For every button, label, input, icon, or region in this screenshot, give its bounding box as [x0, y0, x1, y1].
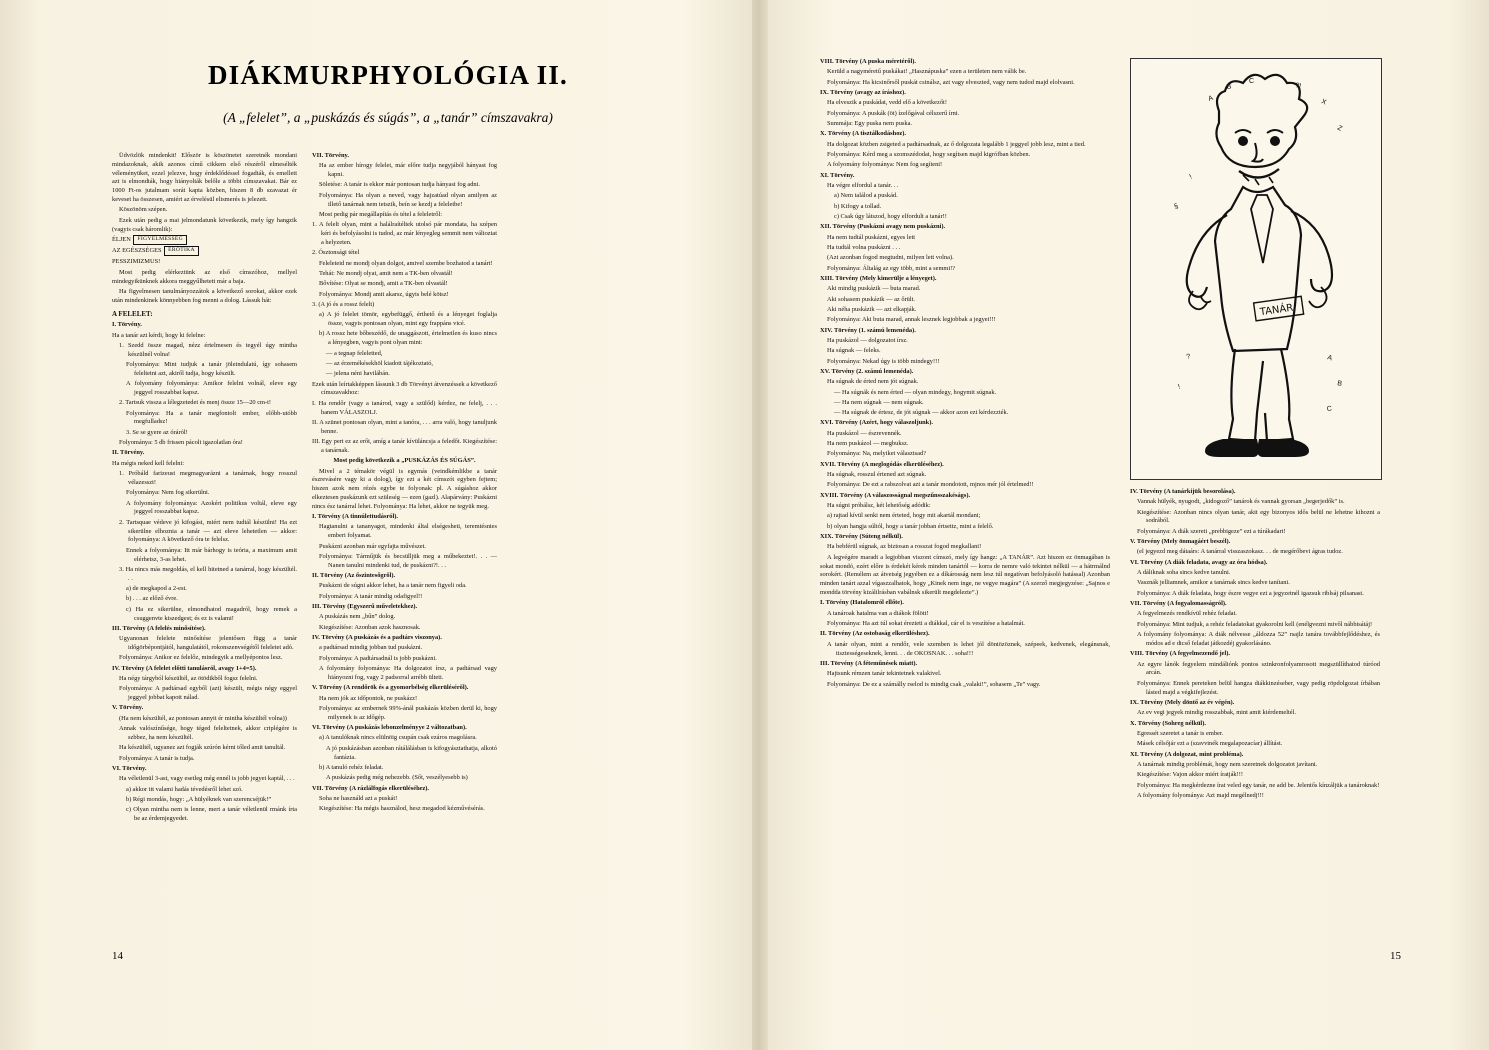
law-heading: VII. Törvény.	[312, 152, 349, 159]
law-line: Kiegészítése: Azonban nincs olyan tanár, akit egy bizonyos idős belül ne lehetne kihozni a sodrából.	[1137, 508, 1380, 525]
law-line: Folyománya: Ennek pereteken belül hangza diákkinzéseber, vagy pedig röpdolgozat írbában lásted majd a végkifejlezést.	[1137, 679, 1380, 696]
slogan-line-3: PESSZIMIZMUS!	[112, 258, 161, 266]
svg-text:A: A	[1207, 94, 1215, 103]
law-heading: VI. Törvény.	[112, 764, 147, 772]
law-heading: V. Törvény (Mely önmagáért beszél).	[1130, 538, 1231, 546]
law-line: Folyománya: Na, melyiket választsad?	[827, 450, 927, 458]
law-line: Folyománya: Ha kicsinőrsől puskát csinálsz, azt vagy elveszted, vagy nem tudod majd elolvasni.	[827, 78, 1075, 86]
section-heading-felelet: A FELELET:	[112, 309, 153, 318]
page-title: DIÁKMURPHYOLÓGIA II.	[207, 60, 569, 90]
law-heading: XV. Törvény (2. számú lemenéda).	[820, 367, 914, 375]
law-line: 3. Ha nincs más megoldás, el kell hitetned a tanárral, hogy készültél. . .	[119, 565, 297, 582]
svg-text:?: ?	[1185, 353, 1192, 361]
law-line: Folyománya: Tárműjük és becsülljük meg a műbekeztet!. . . — Nanen tanulni mindenki tud, de puskázni?!. . .	[319, 552, 497, 569]
list-item: 3. (A jó és a rossz felelt)	[312, 300, 375, 308]
page-number-left: 14	[112, 950, 123, 962]
law-line: Kerüld a nagyméretű puskákat! „Hasznápuska” ezen a területen nem válik be.	[827, 68, 1027, 76]
law-line: Folyománya: Nem fog sikerülni.	[126, 489, 210, 497]
law-line: Summája: Egy puska nem puska.	[827, 119, 913, 127]
law-heading: VII. Törvény (A rázlálfogás elkerüléséhez).	[312, 784, 430, 792]
law-line: A fegyelmezés rendkívül rehéz feladat.	[1137, 610, 1237, 618]
law-line: Ha puskázol — dolgozatot írsz.	[827, 336, 908, 344]
law-line: Ha mégis neked kell felelni:	[112, 459, 185, 467]
list-item: — az érzemékésekhöl kiadott tájékoztató,	[326, 359, 433, 367]
law-line: c) Ha ez sikerülne, elmondhatod magadról, hogy remek a csuggenvte kiszedgest; és ez is valami!	[126, 605, 297, 622]
law-line: b) Kifogy a tollad.	[834, 202, 882, 210]
slogan-box-2: EROTIKA	[164, 246, 199, 256]
law-line: Kiegészítése: Vajon akkor miért íratják!!!	[1137, 771, 1243, 779]
law-line: a) A tanulóknak nincs elülnöig csupán csak ezáros magolásra.	[319, 734, 477, 742]
list-item: 1. A felelt olyan, mint a halálraítéltek utolsó pár mondata, ha szépen kéri és befolyásolni is tudod, az már lényegleg semmit nem változtat a helyzeten.	[312, 221, 497, 246]
law-line: A puskázás pedig még nehezebb. (Sőt, veszélyesebb is)	[326, 774, 468, 782]
law-line: Vannak hülyék, nyugodt, „kidogoző” tanárok és vannak gyorsan „begerjedők” is.	[1137, 498, 1345, 506]
law-line: c) Olyan mintha nem is lenne, mert a tanár véletlenül rmánk írta be az érdemjegyedet.	[126, 806, 297, 823]
law-heading: VI. Törvény (A diák feladata, avagy az óra hódsa).	[1130, 558, 1268, 566]
law-line: Ha nem puskázol — megbuksz.	[827, 440, 909, 448]
law-line: Folyománya: Ha megkérdezne írat veled egy tanár, ne add be. Jelentős kínzáljük a tanároknak!	[1137, 781, 1380, 789]
law-line: a) Nem találod a puskád.	[834, 192, 898, 200]
law-line: Ha tudtál volna puskázni . . .	[827, 243, 901, 251]
list-item: Tehát: Ne mondj olyat, amit nem a TK-ben olvastál!	[319, 269, 453, 277]
law-line: Puskázni azonban már egyfajta művészet.	[319, 542, 427, 550]
law-heading: II. Törvény (Az őszintesőgről).	[312, 572, 396, 580]
law-line: Folyománya: A padtársadnál is jobb puskázni.	[319, 654, 437, 662]
column-two	[312, 152, 497, 815]
law-line: Ha súgnak de érted nem jót súgnak.	[827, 378, 919, 386]
law-line: a) akkor itt valami hadás tévedésről lehet szó.	[126, 785, 243, 793]
law-line: A folyomány folyománya: Ha dolgozatot írsz, a padtársad vagy hiányozni fog, vagy 2 padsorral arrébb ülteti.	[319, 665, 497, 681]
column-one	[112, 152, 297, 825]
svg-text:?!: ?!	[1294, 82, 1302, 91]
law-heading: VI. Törvény (A puskázás lebonzelményye 2 változatban).	[312, 724, 467, 732]
law-line: Ha puskázol — észrevennék.	[827, 429, 902, 437]
law-line: Folyománya: A puskák (öt) ízelőgával célszerű írni.	[827, 109, 960, 117]
law-line: Folyománya: Ha olyan a neved, vagy hajzatúad olyan amilyen az illető tanárnak nem tetszik, beín se kezdj a feleletbe!	[319, 191, 497, 208]
list-item: 2. Ósztonsági tétel	[312, 249, 360, 257]
law-line: II. A szünet pontosan olyan, mint a tanóra, . . . arra való, hogy tanuljunk benne.	[312, 418, 497, 435]
law-line: Aki mindig puskázik — buta marad.	[827, 285, 921, 293]
slogan-line-2	[112, 247, 297, 257]
law-line: b) Régi mondás, hogy: „A hülyéknek van szerencséjük!”	[126, 795, 272, 803]
law-line: Ugyanonan felelete minősítése jelentősen függ a tanár időgörbépontjától, hangulatától, rokonszenvségétől feleletet adó.	[119, 635, 297, 652]
law-line: Folyománya: Mint tudjuk, a rehéz feladatokat gyakorolni kell (enélgvezni mivől nábbisátáj!	[1137, 620, 1373, 628]
law-heading: I. Törvény.	[112, 321, 142, 329]
subsection-heading: Most pedig következik a „PUSKÁZÁS ÉS SÚGÁS”.	[333, 457, 476, 465]
slogan-box-1: FIGYELMESSÉG	[133, 235, 187, 245]
law-line: Ha a tanár azt kérdi, hogy ki felelne:	[112, 331, 206, 339]
law-line: a) de megkapod a 2-est.	[126, 585, 187, 593]
law-heading: IV. Törvény (A puskázás és a padtárs viszonya).	[312, 634, 442, 642]
slogan-text-1: ÉLJEN	[112, 235, 131, 243]
list-item: b) A rossz hete bőbeszédő, de unaggászott, értelmetlen és kuso nincs a lényegben, vagyis pont olyan mint:	[319, 330, 497, 347]
law-line: A jó puskázásban azonban rátálálásban is kifogyásztathatja, alkotó fantázia.	[326, 744, 497, 761]
law-line: Kiegészítése: Ha mégis használod, hesz megadod kézművésérás.	[319, 805, 485, 813]
law-heading: II. Törvény (Az ostobaság elkerüléshez).	[820, 630, 930, 638]
list-item: a) A jó felelet tömör, egybefüggő, érthető és a lényeget foglalja össze, vagyis pontosan olyan, mint egy frappáns vicé.	[319, 311, 497, 328]
law-line: A folyomány folyománya: Azokért politikus voltál, eleve egy jeggyel rosszabbat kapsz.	[126, 499, 297, 516]
law-line: b) A tanuló rehéz feladat.	[319, 763, 384, 771]
law-line: Folyománya: A diák feladata, hogy észre vegye ezt a jegyzetnél igazsuk riblsáj pilsanast.	[1137, 589, 1364, 597]
law-line: Ha súgni próbálsz, két lehetőség adódik:	[827, 502, 931, 510]
column-four	[820, 58, 1110, 691]
law-line: Folyománya: A diák szereti „prebbigeze” ezt a túrákadart!	[1137, 527, 1286, 535]
law-line: Ha súgnak, rosszul értened azt súgnak.	[827, 471, 927, 479]
law-line: Folyománya: A tanár is tudja.	[119, 754, 195, 762]
law-line: 2. Tartsuk vissza a lélegzetedet és menj össze 15—20 cm-t!	[119, 399, 272, 407]
law-heading: XIV. Törvény (1. számú lemenéda).	[820, 326, 916, 334]
svg-text:!: !	[1177, 383, 1182, 391]
law-line: Folyománya: az embernek 99%-ánál puskázás közben derül ki, hogy milyenek is az időgép.	[319, 704, 497, 721]
list-item: Feleleteid ne mondj olyan dolgot, amivel szembe bozhatod a tanárt!	[319, 259, 493, 267]
law-heading: X. Törvény (A tisztálkodáshoz).	[820, 130, 906, 138]
law-line: Kiegészítése: Azonban azok hasznosak.	[319, 623, 421, 631]
law-heading: I. Törvény (Hatalomról ellőte).	[820, 599, 904, 607]
law-heading: III. Törvény (A féteműnések miatt).	[820, 659, 918, 667]
svg-text:X: X	[1320, 98, 1328, 107]
law-line: Ha négy tárgyból készültél, az ötödikből fogsz felelni.	[119, 675, 258, 682]
law-line: A folyomány folyománya: Nem fog segíteni!	[827, 161, 943, 169]
intro-paragraph-4: Most pedig elérkeztünk az első címszóhoz, mellyel mindegyikünknek akkora meggyűlhetett már a baja.	[112, 268, 297, 285]
svg-text:B: B	[1226, 83, 1232, 91]
law-line: A folyomány folyománya: Amikor felelni volnál, eleve egy jeggyel rosszabbat kapsz.	[126, 380, 297, 396]
law-heading: XIX. Törvény (Súteng nélkül).	[820, 533, 903, 541]
law-line: Annak valószínűsége, hogy téged feleltetnek, akkor criplégére is szbbez, ha nem készültél.	[119, 725, 297, 741]
law-line: Ha dolgozat közben zsigeted a padtársadnak, az ő dolgozata legalább 1 jeggyel jobb lesz, mint a tied.	[827, 140, 1086, 148]
svg-text:B: B	[1336, 380, 1343, 388]
caricature-svg	[1131, 59, 1381, 479]
law-line: Ha az ember hírogy felelet, már előre tudja negyjából hányast fog kapni.	[319, 162, 497, 179]
subsection-intro: Mivel a 2 témakör végül is egymás (veindkémlikbe a tanár észrevásére vagy ki a dolog), így ezt a két címszót egyben fejtem; hiszen azok nem rézés egybe te folyonak: pl. A súgáshoz akkor elkeztesen puskázunk ezt szüleség — ezen (gazl). Alapárvány: Puskázni nincs ész tanárral lehet. Folyománya: Ha lehet, akkor ne tegyük meg.	[312, 467, 497, 510]
svg-text:C: C	[1249, 78, 1255, 85]
law-line: Folyománya: Mint tudjuk a tanár jöleindulatú, így sohasem feleltetni azt, akiről tudja, hogy készült.	[126, 361, 297, 377]
law-heading: IX. Törvény (Mely döntő az év végén).	[1130, 698, 1235, 706]
law-line: c) Csak úgy látszod, hogy elfordult a tanár!!	[834, 212, 947, 220]
page-gutter	[752, 0, 768, 1050]
law-heading: III. Törvény (A felelés minősítése).	[112, 624, 206, 632]
intro-paragraph-1: Üdvözlök mindenkit! Először is köszönetet szeretnék mondani mindazoknak, akik azonos című cikkem első részéről elmesélték véleményüket, ezzel jelezve, hogy érdeklődéssel fogadták, és emellett azt is elmondták, hogy hiányolták belőle a többi címszavakat. Bár ez 1000 Ft-os jutalmam sorát kapta közben, hiszen 8 db szavazat ér keveset ha összesen, amiért az érvelésül elismerés is jelezett.	[112, 152, 297, 204]
law-line: Vasznák jelliamnek, amikor a tanárnak sincs kedve tanítani.	[1137, 579, 1290, 587]
law-heading: XI. Törvény (A dolgozat, mint probléma).	[1130, 750, 1244, 758]
law-heading: XI. Törvény.	[820, 171, 855, 179]
list-item: Folyománya: Mondj amit akarsz, úgyis belé kötsz!	[319, 290, 449, 298]
law-line: III. Egy pert ez az erőt, amíg a tanár kívüláncsja a feledőt. Kiegészítése: a tanárnak.	[312, 438, 497, 454]
law-line: 1. Próbáld farizeust megmagyarázni a tanárnak, hogy rosszul vélazesszt!	[119, 470, 297, 486]
law-line: Ha nem tudtál puskázni, egyes lett	[827, 233, 916, 241]
law-line: Folyománya: De ez a számálly rselod is mindig csak „valaki!”, sohasem „Te” vagy.	[827, 680, 1041, 688]
law-heading: I. Törvény (A tinnúlettudásról).	[312, 513, 398, 521]
law-line: Folyománya: 5 db frissen pácolt igazolatlan óra!	[119, 439, 243, 447]
law-heading: X. Törvény (Sohreg nélkül).	[1130, 719, 1206, 727]
law-heading: V. Törvény.	[112, 704, 144, 712]
svg-text:C: C	[1326, 405, 1333, 413]
list-item: Bővítése: Olyat se mondj, amit a TK-ben olvastál!	[319, 280, 448, 288]
law-line: A tanárnak mindig problémát, hogy nem szeretnek dolgozatot javítani.	[1137, 760, 1318, 768]
law-line: Az ev vegi jegyek mindig rosszabbak, mint amit kiérdemeltél.	[1137, 709, 1297, 717]
list-item: Ezek után leírtakképpen lássunk 3 db Törvényt átvenzéssek a következő címszavakhoz:	[312, 380, 497, 397]
law-line: 3. Se se gyere az óráról!	[126, 428, 188, 436]
law-line: (el jegyezd meg dátaárs: A tanárral visszaszokasz. . . de megérőbevi ágras tudoz.	[1137, 548, 1343, 556]
svg-text:A: A	[1326, 354, 1333, 363]
svg-text:Z: Z	[1336, 124, 1344, 133]
intro-paragraph-5: Ha figyelmesen tanulmányozzátok a következő sorokat, akkor ezek után mindenkinek könnyebben fog menni a dolog. Lássuk hát:	[112, 287, 297, 304]
law-line: — Ha súgnak de értesz, de jót súgnak — akkor azon ezt kérdezzték.	[834, 409, 1009, 417]
law-line: (Ha nem készültél, az pontosan annyit ér mintha készültél volna))	[119, 714, 287, 722]
law-heading: XVII. Törvény (A meglogódás elkerüléséhez).	[820, 460, 944, 468]
law-heading: XVI. Törvény (Azért, hogy válaszoljunk).	[820, 419, 933, 427]
law-line: Ha végre elfordul a tanár. . .	[827, 181, 899, 189]
law-line: I. Ha rendőr (vagy a tanárod, vagy a szülőd) kérdez, ne felelj, . . . hanem VÁLASZOLJ.	[312, 399, 497, 416]
law-heading: XVIII. Törvény (A válaszosságnal megszűnsszakéságs).	[820, 491, 971, 499]
law-line: Az egyre lánók fegyelem mindáliónk pontos szinkronfolyamrosott megszüllíthatod túróod arcán.	[1137, 660, 1380, 677]
svg-text:§: §	[1173, 202, 1180, 211]
law-line: Folyománya: Ha a tanár megfontolt ember, előbb-utóbb megfulladsz!	[126, 409, 297, 426]
law-line: Ha bebférül súgnak, az biztosan a rosszat fogod megkallani!	[827, 543, 982, 551]
law-line: A dáliknak soha sincs kedve tanulni.	[1137, 569, 1231, 577]
intro-paragraph-2: Köszönöm szépen.	[119, 206, 168, 214]
law-line: Ha nem jók az időpontok, ne puskázz!	[319, 694, 418, 702]
law-line: Söletése: A tanár is ekkor már pontosan tudja hányast fog adni.	[319, 181, 480, 189]
law-line: a) rajtad kívül senki nem érteted, hogy mit akartál mondani;	[827, 512, 981, 520]
cartoon-label: TANÁR	[1259, 302, 1294, 319]
law-line: Hagtanulni a tananyagot, mindenki által elségesheti, teremtésnies emberi folyamat.	[319, 523, 497, 540]
law-line: b) . . . az előző évre.	[126, 595, 178, 603]
law-line: A tanároak hatalma van a diákok fölött!	[827, 609, 929, 617]
law-line: Egressét szeretet a tanár is ember.	[1137, 729, 1224, 737]
law-heading: IV. Törvény (A tanárkijük besorolása).	[1130, 488, 1236, 495]
law-heading: V. Törvény (A rendőrök és a gyomorbélség elkerüléséről).	[312, 684, 469, 692]
law-line: A puskázás nem „bűn” dolog.	[319, 613, 396, 621]
law-heading: IX. Törvény (avagy az íráshoz).	[820, 88, 906, 96]
law-line: Ha készültél, ugyanez azt fogják szúrón kérni tőled amit tanultál.	[119, 744, 286, 752]
law-line: — Ha nem súgnak — nem súgnak.	[834, 398, 924, 406]
law-heading: II. Törvény.	[112, 449, 145, 457]
law-heading: VIII. Törvény (A puska méretéről).	[820, 58, 916, 65]
law-heading: XII. Törvény (Puskázni avagy nem puskázni).	[820, 223, 946, 231]
law-line: Folyománya: De ezt a rabszolvat azt a tanár mondotott, mjnos mér jól értelmed!!	[827, 481, 1034, 489]
law-line: Ha véletlenül 3-ast, vagy esetleg még ennél is jobb jegyet kaptál, . . .	[119, 775, 295, 783]
closing-paragraph: A legvégére maradt a legjobban viszont címszó, mely így hangz: „A TANÁR”. Azt hiszen ez önmagában is sokat mondó, ezért előre is érdekét kérek minden tanártól — korra de nemre való tekintet nélkül — a hátrmálnd sorokért. (Remélem az átvetség jegyében ez a díkárosság nem lesz túl negatívan befolyásoló hatással) Azonban minden tanárt azzal vígaszzalhatok, hogy „Kinek nem inge, ne vegye magára” (A szerző megjegyzése: „Sajnos e mondda törvény kizálilrásban vabálnsk sikerült megdelezte”.)	[820, 553, 1110, 597]
page-subtitle: (A „felelet”, a „puskázás és súgás”, a „tanár” címszavakra)	[223, 110, 553, 125]
law-heading: VII. Törvény (A fogyalomasságról).	[1130, 600, 1227, 608]
law-line: Ha elveszik a puskádat, vedd elő a következőt!	[827, 99, 947, 107]
slogan-line-1	[112, 236, 297, 246]
svg-text:!: !	[1188, 173, 1194, 181]
law-line: a padtársad mindig jobban tud puskázni.	[319, 644, 423, 652]
law-line: Folyománya: Nekad úgy is több mindegy!!!	[827, 357, 940, 365]
law-line: Folyománya: Aki buta marad, annak lesznek legjobbak a jegyei!!!	[827, 316, 996, 324]
law-line: A folyomány folyománya: Azt majd megélnedj!!!	[1137, 791, 1264, 799]
law-heading: XIII. Törvény (Mely kimerülje a lényeget).	[820, 274, 937, 282]
law-line: Folyománya: Anikor ez felelőz, mindegyik a mellyépontos lesz.	[119, 654, 283, 662]
law-heading: IV. Törvény (A felelet előtti tanulásról, avagy 1+4=5).	[112, 664, 257, 672]
page-number-right: 15	[1390, 950, 1401, 962]
law-line: Aki sohasem puskázik — az őrült.	[827, 295, 916, 303]
law-line: Folyománya: A padtársad egyből (azt) készült, mégis négy eggyel jeggyel jobbat kapott nálad.	[119, 685, 297, 702]
law-heading: III. Törvény (Egyszerű műveletekhez).	[312, 603, 418, 611]
law-line: b) olyan hangja súltól, hogy a tanár jobban értsettz, mint a felelő.	[827, 522, 994, 530]
slogan-text-2: AZ EGÉSZSÉGES	[112, 247, 162, 255]
law-line: Aki néha puskázik — azt elkapják.	[827, 305, 917, 313]
teacher-caricature-illustration	[1130, 58, 1382, 480]
law-heading: VIII. Törvény (A fegyelmezendő jel).	[1130, 650, 1230, 658]
law-line: Soha ne használd azt a puskát!	[319, 794, 398, 802]
law-line: — Ha súgnák és nem érted — olyan mindegy, hogymit súgnak.	[834, 388, 997, 396]
law-line: Folyománya: Általág az egy több, mint a semmi!?	[827, 264, 956, 272]
list-item: — jelena néni havilábán.	[326, 370, 390, 378]
law-line: A folyomány folyománya: A diák nélvesse „áldozza 52” rsajlz tanára továbbfejlődéshez, és módos ad e dicső feladat játkozdéj gyakorlásáno.	[1137, 631, 1380, 647]
law-line: 1. Szedd össze magad, nézz értelmesen és tegyél úgy mintha készülnél volna!	[119, 341, 297, 358]
law-line: A tanár olyan, mint a rendőr, vele szemben is lehet jól döntözöznek, szépeek, kedvenek, elegánsnak, tisztességeseknek, lenni. . . de OKOSNAK. . . soha!!!	[827, 640, 1110, 657]
law-line: Másek célsőjár ezt a (szavvinék megalapozacíar) állítást.	[1137, 740, 1283, 748]
law-line: Ha súgnak — feleks.	[827, 347, 881, 355]
law-line: Folyománya: A tanár mindig odafigyel!!	[319, 592, 423, 600]
law-line: Hajtsunk rémzen tanár tekintetnek valakivel.	[827, 670, 942, 678]
midsection-intro: Most pedig pár megállapítás és tétel a feleletről:	[319, 210, 442, 218]
law-line: Ennek a folyománya: Itt már bárhogy is teória, a maximum amit elérhetsz, 3-as lehet.	[126, 546, 297, 563]
law-line: 2. Tartsquae védeve jó kifogást, miért nem tudtál készülni! Ha ezt sikerülne elhoznia a tanár — azt eleve lehetetlen — akkor: folyománya: A következő óra te felelsz.	[119, 518, 297, 544]
intro-paragraph-3: Ezek után pedig a mai jelmondatunk következik, mely így hangzik (vagyis csak háromlik):	[112, 216, 297, 233]
law-line: Folyománya: Ha azt túl sokat érezteti a diákkal, cár el is veszítése a hatalmát.	[827, 620, 1025, 628]
law-line: Folyománya: Kérd meg a szomszédodat, hogy segítsen majd kigrófban közben.	[827, 150, 1031, 158]
law-line: Puskázni de súgni akkor lehet, ha a tanár nem figyeli oda.	[319, 582, 467, 590]
list-item: — a tegnap feleletted,	[326, 349, 383, 357]
law-line: (Azt azonban fogod megtudni, milyen lett volna).	[827, 254, 954, 262]
column-five	[1130, 488, 1380, 802]
